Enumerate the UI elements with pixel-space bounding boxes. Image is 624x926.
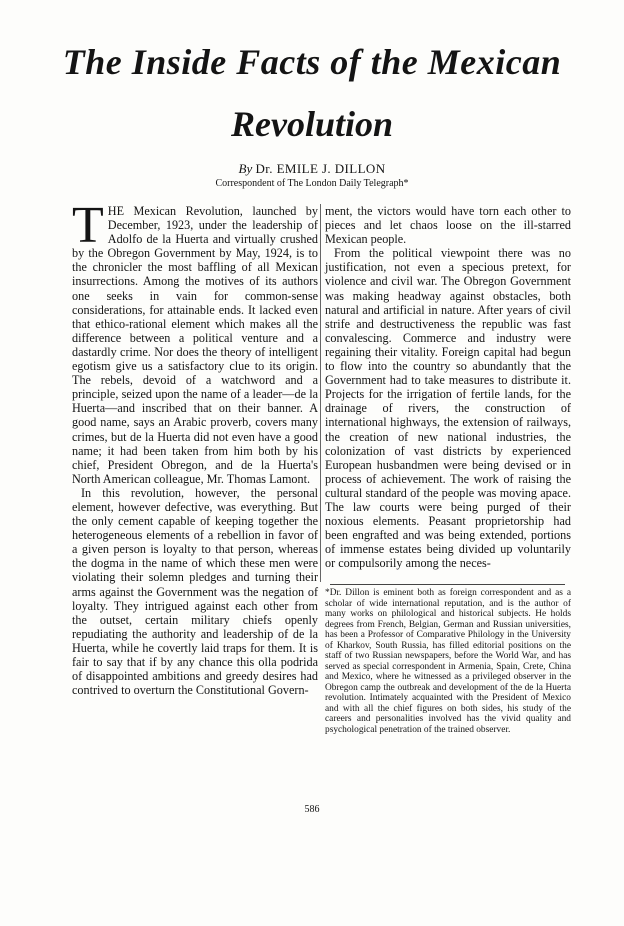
article-title-line-2: Revolution [230,104,394,144]
paragraph-2-continuation: ment, the victors would have torn each other to pieces and let chaos loose on the ill-starred Mexican people. [325,204,571,247]
author-affiliation: Correspondent of The London Daily Telegraph* [215,178,409,189]
right-column [325,204,571,570]
drop-cap: T [72,197,104,254]
left-column [72,197,318,698]
author-name: Dr. EMILE J. DILLON [255,161,386,176]
footnote-rule [330,584,565,585]
paragraph-3: From the political viewpoint there was no justification, not even a specious pretext, for violence and civil war. The Obregon Government was making headway against obstacles, both natural and artificial in nature. After years of civil strife and destructiveness the republic was fast convalescing. Commerce and industry were regaining their vitality. Foreign capital had begun to flow into the country so abundantly that the Government had to take measures to distribute it. Projects for the irrigation of fertile lands, for the drainage of rivers, the construction of international highways, the extension of railways, the creation of new national industries, the colonization of vast districts by experienced European husbandmen were being devised or in process of achievement. The work of raising the cultural standard of the people was moving apace. The law courts were being purged of their noxious elements. Peasant proprietorship had been engrafted and was being extended, portions of immense estates being divided up voluntarily or compulsorily among the neces- [325,246,571,571]
byline [0,161,624,176]
article-title-line-1: The Inside Facts of the Mexican [62,42,562,82]
byline-prefix: By [238,161,253,176]
page-number: 586 [304,804,320,815]
author-footnote: *Dr. Dillon is eminent both as foreign correspondent and as a scholar of wide international reputation, and is the author of many works on philological and historical subjects. He holds degrees from French, Belgian, German and Russian universities, has been a Professor of Comparative Philology in the University of Kharkov, South Russia, has filled editorial positions on the staff of two Russian newspapers, before the World War, and has served as special correspondent in Armenia, Spain, Crete, China and Mexico, where he witnessed as a privileged observer in the Obregon camp the outbreak and development of the de la Huerta revolution. Intimately acquainted with the President of Mexico and with all the chief figures on both sides, his study of the careers and personalities involved has the vivid quality and psychological penetration of the trained observer. [325,588,571,735]
column-divider [320,204,321,582]
paragraph-2: In this revolution, however, the personal element, however defective, was everything. But the only cement capable of keeping together the heterogeneous elements of a rebellion in favor of a given person is loyalty to that person, whereas the dogma in the name of which these men were violating their solemn pledges and turning their arms against the Government was the negation of loyalty. They intrigued against each other from the outset, certain military chiefs openly repudiating the authority and leadership of de la Huerta, while he covertly laid traps for them. It is fair to say that if by any chance this olla podrida of disappointed ambitions and greedy desires had contrived to overturn the Constitutional Govern- [72,485,318,698]
paragraph-1 [72,197,318,486]
paragraph-1-text: HE Mexican Revolution, launched by December, 1923, under the leadership of Adolfo de la Huerta and virtually crushed by the Obregon Government by May, 1924, is to the chronicler the most baffling of all Mexican insurrections. Among the motives of its authors one seeks in vain for common-sense considerations, for attainable ends. It lacked even that ethico-rational element which makes all the difference between a political venture and a dastardly crime. Nor does the theory of intelligent egotism give us a satisfactory clue to its origin. The rebels, devoid of a watchword and a principle, seized upon the name of a leader—de la Huerta—and inscribed that on their banner. A good name, says an Arabic proverb, covers many crimes, but de la Huerta did not even have a good name; it had been taken from him both by his chief, President Obregon, and de la Huerta's North American colleague, Mr. Thomas Lamont. [72,204,318,486]
